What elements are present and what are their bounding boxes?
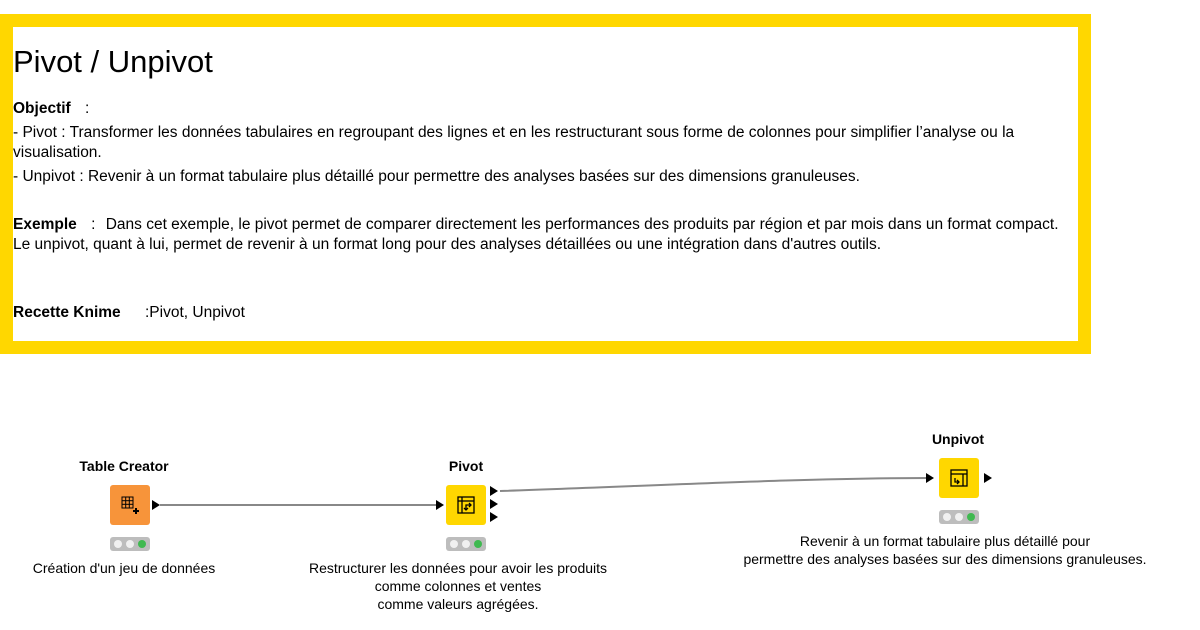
exemple-separator: : [91,216,96,233]
node-title-pivot[interactable]: Pivot [448,458,484,474]
connection-pivot-to-unpivot[interactable] [500,478,930,491]
pivot-output-port-2[interactable] [490,499,498,509]
status-dot-red [943,513,951,521]
recette-line [13,303,1063,323]
status-dot-green [474,540,482,548]
node-desc-pivot[interactable] [309,559,607,613]
annotation-title: Pivot / Unpivot [13,44,213,79]
objectif-label: Objectif [13,100,71,117]
objectif-separator: : [85,100,90,117]
status-table-creator [110,537,150,551]
node-unpivot[interactable] [939,458,979,498]
pivot-icon [455,494,477,516]
exemple-paragraph [13,215,1063,255]
objectif-line [13,99,1063,119]
status-dot-yellow [955,513,963,521]
pivot-description: - Pivot : Transformer les données tabulaires en regroupant des lignes et en les restructurant sous forme de colonnes pour simplifier l’analyse ou la visualisation. [13,124,1015,161]
recette-text: :Pivot, Unpivot [145,304,245,321]
node-table-creator[interactable] [110,485,150,525]
unpivot-icon [948,467,970,489]
workflow-annotation[interactable] [0,14,1091,354]
unpivot-input-port[interactable] [926,473,934,483]
status-dot-yellow [126,540,134,548]
status-dot-yellow [462,540,470,548]
exemple-label: Exemple [13,216,77,233]
desc-line: comme valeurs agrégées. [377,596,539,612]
desc-line: comme colonnes et ventes [374,578,542,594]
status-dot-red [114,540,122,548]
desc-line: permettre des analyses basées sur des dimensions granuleuses. [743,551,1147,567]
workflow-canvas[interactable] [0,360,1200,630]
table-creator-icon [119,494,141,516]
exemple-text: Dans cet exemple, le pivot permet de comparer directement les performances des produits par région et par mois dans un format compact. Le unpivot, quant à lui, permet de revenir à un format long pour des analyses détaillées ou une intégration dans d'autres outils. [13,216,1059,253]
unpivot-description: - Unpivot : Revenir à un format tabulaire plus détaillé pour permettre des analyses basées sur des dimensions granuleuses. [13,168,860,185]
unpivot-output-port[interactable] [984,473,992,483]
desc-line: Revenir à un format tabulaire plus détaillé pour [799,533,1091,549]
pivot-input-port[interactable] [436,500,444,510]
node-title-table-creator[interactable]: Table Creator [79,458,169,474]
desc-line: Création d'un jeu de données [32,560,216,576]
pivot-output-port-3[interactable] [490,512,498,522]
status-dot-green [138,540,146,548]
node-title-unpivot[interactable]: Unpivot [931,431,985,447]
desc-line: Restructurer les données pour avoir les produits [308,560,608,576]
status-dot-green [967,513,975,521]
status-dot-red [450,540,458,548]
node-desc-table-creator[interactable] [33,559,215,577]
status-pivot [446,537,486,551]
table-creator-output-port[interactable] [152,500,160,510]
node-desc-unpivot[interactable] [743,532,1146,568]
status-unpivot [939,510,979,524]
recette-label: Recette Knime [13,304,121,321]
node-pivot[interactable] [446,485,486,525]
pivot-output-port-1[interactable] [490,486,498,496]
